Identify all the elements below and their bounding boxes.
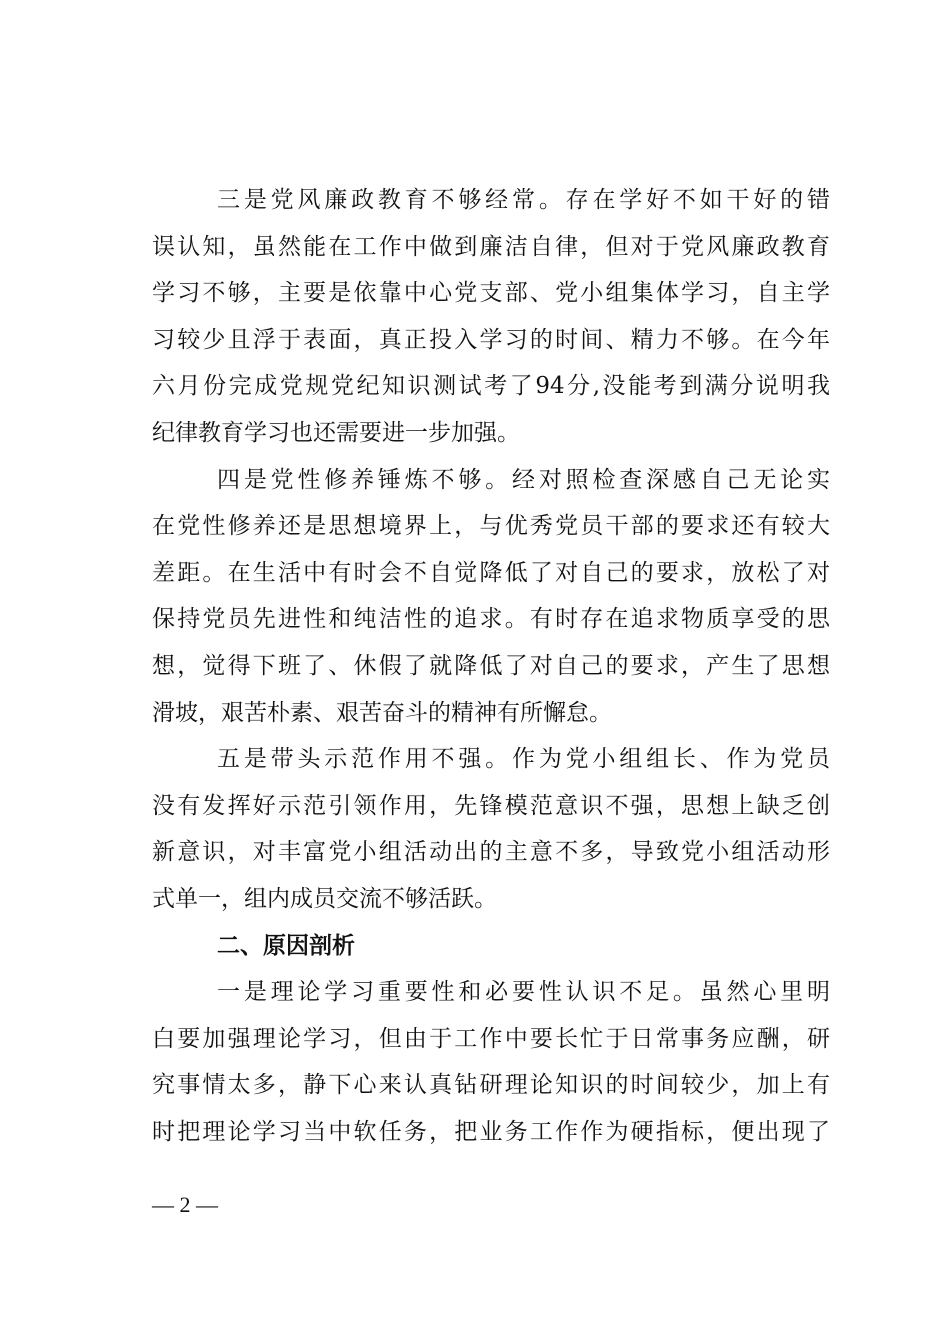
text-line: 在党性修养还是思想境界上，与优秀党员干部的要求还有较大	[152, 513, 830, 540]
text-line: 式单一，组内成员交流不够活跃。	[152, 885, 497, 912]
text-line: 保持党员先进性和纯洁性的追求。有时存在追求物质享受的思	[152, 606, 830, 633]
text-line: 时把理论学习当中软任务，把业务工作作为硬指标，便出现了	[152, 1118, 830, 1145]
paragraph-5	[152, 736, 830, 922]
text-line: 六月份完成党规党纪知识测试考了94分,没能考到满分说明我	[152, 373, 830, 400]
text-line: 三是党风廉政教育不够经常。存在学好不如干好的错	[217, 187, 830, 213]
paragraph-4	[152, 457, 830, 737]
text-line: 习较少且浮于表面，真正投入学习的时间、精力不够。在今年	[152, 326, 830, 353]
text-line: 新意识，对丰富党小组活动出的主意不多，导致党小组活动形	[152, 839, 830, 866]
text-line: 一是理论学习重要性和必要性认识不足。虽然心里明	[217, 979, 830, 1006]
text-line: 四是党性修养锤炼不够。经对照检查深感自己无论实	[217, 466, 830, 493]
paragraph-cause-1	[152, 969, 830, 1155]
paragraph-3	[152, 177, 830, 457]
text-line: 没有发挥好示范引领作用，先锋模范意识不强，思想上缺乏创	[152, 792, 830, 819]
text-line: 想，觉得下班了、休假了就降低了对自己的要求，产生了思想	[152, 652, 830, 679]
text-line: 究事情太多，静下心来认真钻研理论知识的时间较少，加上有	[152, 1072, 830, 1099]
text-line: 学习不够，主要是依靠中心党支部、党小组集体学习，自主学	[152, 280, 830, 307]
text-line: 差距。在生活中有时会不自觉降低了对自己的要求，放松了对	[152, 559, 830, 586]
text-line: 滑坡，艰苦朴素、艰苦奋斗的精神有所懈怠。	[152, 699, 612, 726]
text-line: 白要加强理论学习，但由于工作中要长忙于日常事务应酬，研	[152, 1025, 830, 1052]
document-body	[152, 177, 830, 1155]
page-number: — 2 —	[152, 1192, 218, 1217]
text-line: 五是带头示范作用不强。作为党小组组长、作为党员	[217, 746, 830, 773]
text-line: 纪律教育学习也还需要进一步加强。	[152, 419, 520, 446]
section-heading: 二、原因剖析	[217, 932, 355, 959]
text-line: 误认知，虽然能在工作中做到廉洁自律，但对于党风廉政教育	[152, 233, 830, 260]
